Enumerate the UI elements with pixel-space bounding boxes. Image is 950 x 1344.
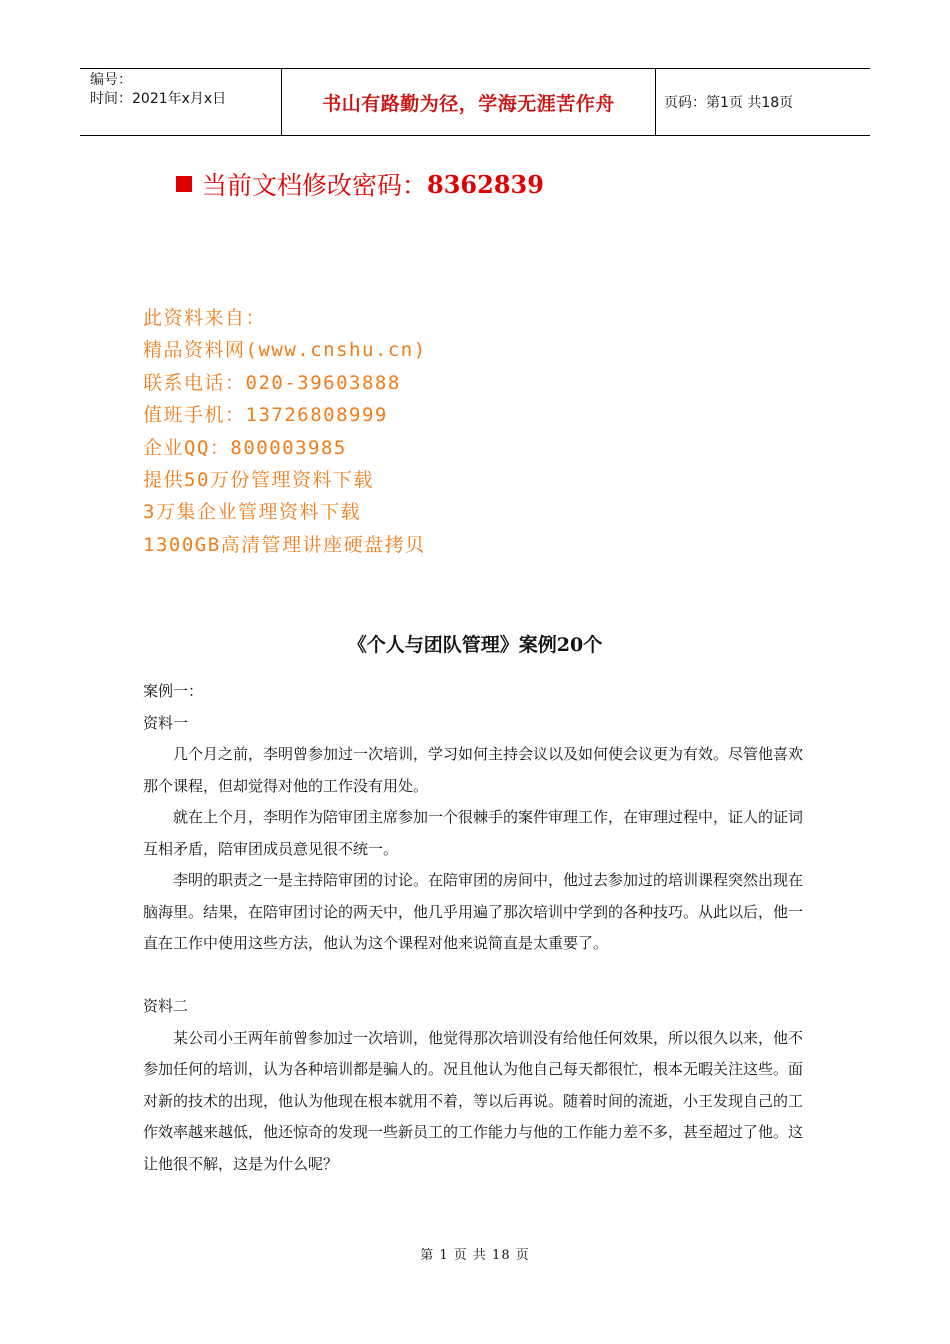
document-number-label: 编号： xyxy=(90,72,132,88)
case-label: 案例一： xyxy=(143,682,204,700)
password-value: 8362839 xyxy=(427,169,544,199)
password-notice xyxy=(176,166,544,202)
header-table xyxy=(80,68,870,136)
paragraph: 就在上个月，李明作为陪审团主席参加一个很棘手的案件审理工作，在审理过程中，证人的证词互相矛盾，陪审团成员意见很不统一。 xyxy=(143,808,804,858)
header-meta-cell xyxy=(80,69,282,135)
header-motto-cell xyxy=(282,69,656,135)
source-line: 值班手机：13726808999 xyxy=(143,404,388,427)
source-line: 提供50万份管理资料下载 xyxy=(143,468,374,491)
document-time: 时间：2021年x月x日 xyxy=(90,91,227,107)
source-line: 3万集企业管理资料下载 xyxy=(143,501,361,524)
paragraph: 李明的职责之一是主持陪审团的讨论。在陪审团的房间中，他过去参加过的培训课程突然出现在脑海里。结果，在陪审团讨论的两天中，他几乎用遍了那次培训中学到的各种技巧。从此以后，他一直在工作中使用这些方法，他认为这个课程对他来说简直是太重要了。 xyxy=(143,871,804,952)
source-line: 此资料来自： xyxy=(143,307,267,329)
paragraph: 某公司小王两年前曾参加过一次培训，他觉得那次培训没有给他任何效果，所以很久以来，他不参加任何的培训，认为各种培训都是骗人的。况且他认为他自己每天都很忙，根本无暇关注这些。面对新的技术的出现，他认为他现在根本就用不着，等以后再说。随着时间的流逝，小王发现自己的工作效率越来越低，他还惊奇的发现一些新员工的工作能力与他的工作能力差不多，甚至超过了他。这让他很不解，这是为什么呢？ xyxy=(143,1028,804,1173)
header-motto: 书山有路勤为径，学海无涯苦作舟 xyxy=(322,92,615,115)
document-body xyxy=(143,676,808,1180)
source-line: 联系电话：020-39603888 xyxy=(143,371,401,394)
material-label: 资料一 xyxy=(143,713,189,732)
source-line: 1300GB高清管理讲座硬盘拷贝 xyxy=(143,533,426,556)
header-page-cell xyxy=(656,69,870,135)
source-line: 企业QQ：800003985 xyxy=(143,436,347,459)
source-info-block xyxy=(143,302,427,561)
header-page-info: 页码：第1页 共18页 xyxy=(664,95,794,111)
document-title: 《个人与团队管理》案例20个 xyxy=(347,634,603,656)
page-footer: 第 1 页 共 18 页 xyxy=(420,1248,530,1263)
source-line: 精品资料网(www.cnshu.cn) xyxy=(143,339,427,362)
password-label: 当前文档修改密码： xyxy=(202,171,428,200)
paragraph-spacer xyxy=(143,960,808,992)
square-bullet-icon xyxy=(176,176,192,192)
material-label: 资料二 xyxy=(143,997,189,1015)
paragraph: 几个月之前，李明曾参加过一次培训，学习如何主持会议以及如何使会议更为有效。尽管他喜欢那个课程，但却觉得对他的工作没有用处。 xyxy=(143,745,804,795)
